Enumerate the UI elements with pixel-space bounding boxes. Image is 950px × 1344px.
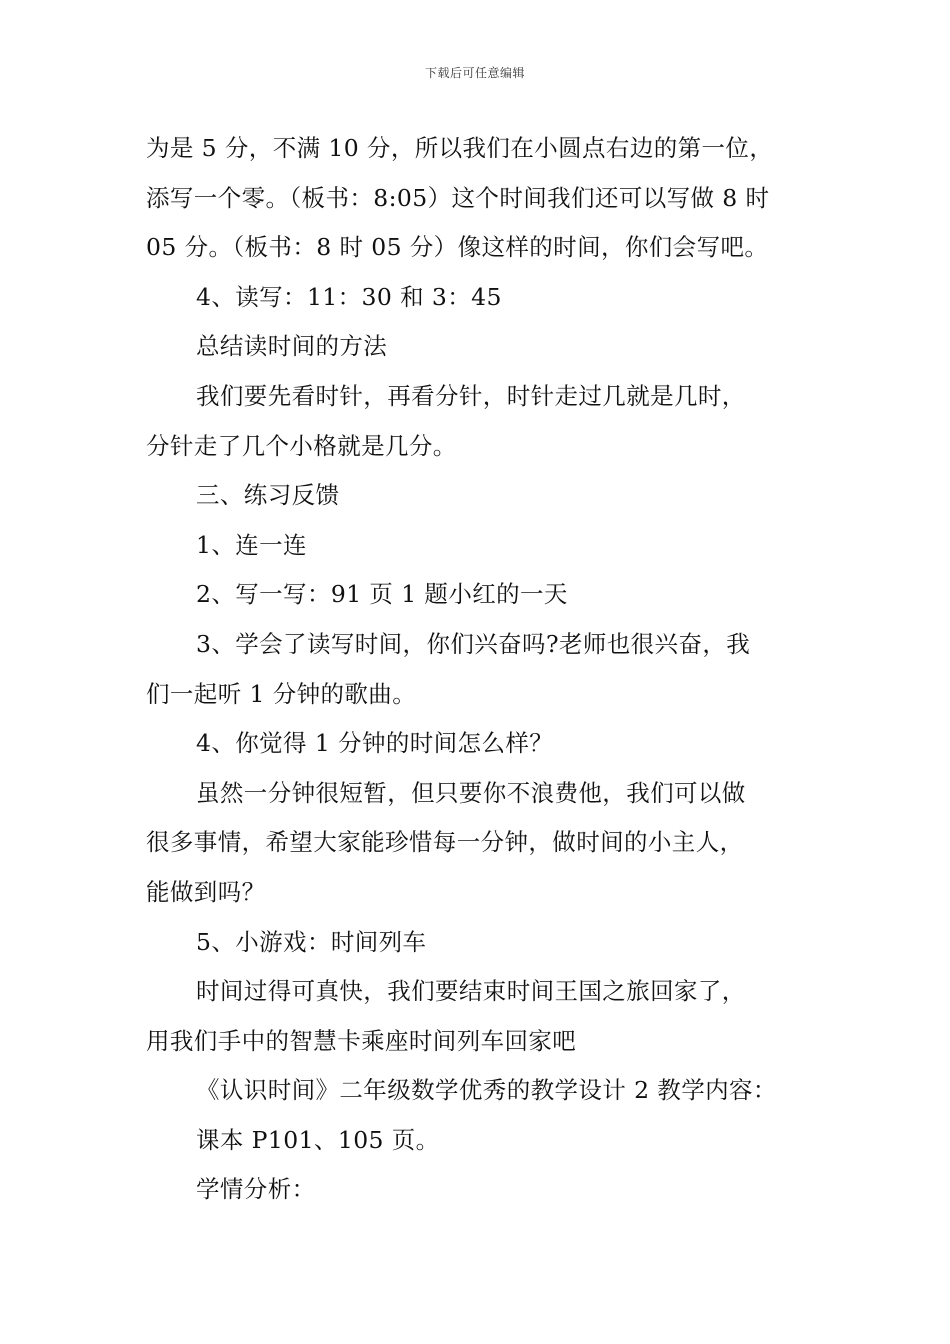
paragraph-line: 为是 5 分，不满 10 分，所以我们在小圆点右边的第一位， bbox=[146, 134, 774, 162]
section-heading: 学情分析： bbox=[196, 1175, 316, 1204]
list-item: 4、你觉得 1 分钟的时间怎么样？ bbox=[196, 729, 554, 758]
paragraph-line: 时间过得可真快，我们要结束时间王国之旅回家了， bbox=[196, 977, 746, 1006]
paragraph-line: 添写一个零。（板书：8:05）这个时间我们还可以写做 8 时 bbox=[146, 183, 770, 212]
paragraph-line: 课本 P101、105 页。 bbox=[196, 1125, 440, 1154]
section-heading: 总结读时间的方法 bbox=[196, 332, 388, 361]
paragraph-line: 用我们手中的智慧卡乘座时间列车回家吧 bbox=[146, 1026, 577, 1055]
page-header: 下载后可任意编辑 bbox=[424, 66, 525, 80]
section-heading: 三、练习反馈 bbox=[196, 481, 340, 510]
paragraph-line: 4、读写：11：30 和 3：45 bbox=[196, 282, 502, 311]
paragraph-line: 分针走了几个小格就是几分。 bbox=[146, 431, 457, 460]
list-item: 5、小游戏：时间列车 bbox=[196, 927, 427, 956]
paragraph-line: 很多事情，希望大家能珍惜每一分钟，做时间的小主人， bbox=[146, 828, 744, 857]
paragraph-line: 我们要先看时针，再看分针，时针走过几就是几时， bbox=[196, 381, 746, 410]
list-item: 1、连一连 bbox=[196, 530, 307, 559]
paragraph-line: 能做到吗？ bbox=[146, 877, 266, 906]
paragraph-line: 们一起听 1 分钟的歌曲。 bbox=[146, 679, 417, 708]
list-item: 3、学会了读写时间，你们兴奋吗?老师也很兴奋，我 bbox=[196, 629, 751, 658]
paragraph-line: 虽然一分钟很短暂，但只要你不浪费他，我们可以做 bbox=[196, 778, 746, 807]
paragraph-line: 05 分。（板书：8 时 05 分）像这样的时间，你们会写吧。 bbox=[146, 233, 769, 262]
list-item: 2、写一写：91 页 1 题小红的一天 bbox=[196, 580, 568, 609]
section-heading: 《认识时间》二年级数学优秀的教学设计 2 教学内容： bbox=[196, 1076, 777, 1105]
document-body bbox=[146, 124, 814, 1215]
